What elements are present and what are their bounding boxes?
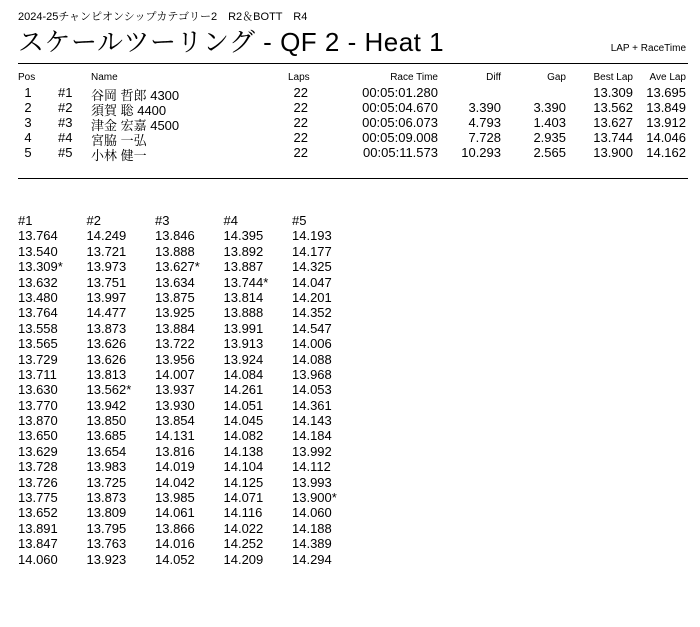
lap-time: 13.626 [86, 351, 127, 367]
result-pos: 3 [24, 115, 32, 130]
lap-time: 14.052 [155, 551, 195, 567]
lap-time: 13.650 [18, 428, 58, 444]
lap-column-header: #4 [223, 213, 238, 228]
lap-time: 13.892 [223, 243, 264, 259]
result-ave-lap: 13.912 [646, 115, 686, 130]
results-header-row [18, 72, 688, 85]
lap-time: 14.177 [292, 243, 332, 259]
result-ave-lap: 14.162 [646, 145, 686, 160]
result-race-time: 00:05:06.073 [362, 115, 438, 130]
lap-time: 14.045 [223, 413, 264, 429]
result-name: 津金 宏嘉 4500 [91, 118, 180, 133]
lap-time: 14.019 [155, 459, 195, 475]
result-ave-lap: 14.046 [646, 130, 686, 145]
lap-time: 13.809 [86, 505, 127, 521]
result-row [18, 100, 688, 118]
result-best-lap: 13.309 [593, 85, 633, 100]
lap-time: 13.997 [86, 289, 127, 305]
lap-time: 14.060 [292, 505, 332, 521]
lap-time: 13.925 [155, 305, 195, 321]
lap-time: 14.389 [292, 536, 332, 552]
lap-time: 13.991 [223, 320, 264, 336]
lap-time: 13.888 [223, 305, 264, 321]
result-race-time: 00:05:11.573 [363, 145, 438, 160]
result-laps: 22 [293, 85, 308, 100]
lap-time: 13.888 [155, 243, 195, 259]
result-laps: 22 [293, 115, 308, 130]
lap-time: 13.685 [86, 428, 127, 444]
lap-column-header: #2 [86, 213, 101, 228]
lap-column [18, 213, 88, 567]
lap-time: 13.711 [18, 366, 57, 382]
lap-time: 14.249 [86, 228, 127, 244]
result-row [18, 130, 688, 148]
header-divider [18, 63, 688, 64]
lap-time: 13.751 [86, 274, 127, 290]
lap-time: 13.540 [18, 243, 58, 259]
lap-time: 13.565 [18, 336, 58, 352]
results-divider [18, 178, 688, 179]
result-name: 小林 健一 [91, 148, 147, 163]
lap-time: 13.993 [292, 474, 332, 490]
lap-time: 13.846 [155, 228, 195, 244]
lap-time: 14.477 [86, 305, 127, 321]
lap-time: 14.188 [292, 520, 332, 536]
result-diff: 7.728 [468, 130, 501, 145]
result-best-lap: 13.744 [593, 130, 633, 145]
result-gap: 2.935 [533, 130, 566, 145]
lap-time: 13.632 [18, 274, 58, 290]
lap-time: 13.770 [18, 397, 58, 413]
lap-time: 14.060 [18, 551, 58, 567]
lap-time: 13.870 [18, 413, 58, 429]
result-no: #5 [58, 145, 73, 160]
result-laps: 22 [293, 145, 308, 160]
lap-time: 13.764 [18, 228, 58, 244]
result-best-lap: 13.900 [593, 145, 633, 160]
lap-time: 13.629 [18, 443, 58, 459]
result-row [18, 145, 688, 163]
lap-time: 13.866 [155, 520, 195, 536]
lap-column-header: #5 [292, 213, 307, 228]
lap-time: 14.042 [155, 474, 195, 490]
lap-time: 13.854 [155, 413, 195, 429]
result-no: #2 [58, 100, 73, 115]
lap-time: 14.104 [223, 459, 264, 475]
lap-column [87, 213, 157, 567]
lap-time: 13.309* [18, 259, 63, 275]
result-laps: 22 [293, 100, 308, 115]
result-no: #4 [58, 130, 73, 145]
lap-time: 14.395 [223, 228, 264, 244]
lap-time: 13.875 [155, 289, 195, 305]
result-name: 谷岡 哲郎 4300 [91, 88, 180, 103]
lap-time: 14.201 [292, 289, 332, 305]
lap-time: 14.084 [223, 366, 264, 382]
lap-time: 13.900* [292, 490, 337, 506]
lap-column [155, 213, 225, 567]
lap-time: 13.956 [155, 351, 195, 367]
lap-time: 13.850 [86, 413, 127, 429]
lap-time: 14.082 [223, 428, 264, 444]
lap-time: 13.816 [155, 443, 195, 459]
lap-time: 14.022 [223, 520, 264, 536]
lap-time: 13.884 [155, 320, 195, 336]
result-gap: 1.403 [533, 115, 566, 130]
lap-time: 13.725 [86, 474, 127, 490]
result-race-time: 00:05:04.670 [362, 100, 438, 115]
lap-time: 13.763 [86, 536, 127, 552]
lap-time: 13.891 [18, 520, 58, 536]
lap-time: 14.016 [155, 536, 195, 552]
lap-time: 13.654 [86, 443, 127, 459]
lap-time: 14.138 [223, 443, 264, 459]
lap-column [292, 213, 362, 567]
lap-time: 13.726 [18, 474, 58, 490]
lap-time: 14.071 [223, 490, 264, 506]
lap-time: 13.983 [86, 459, 127, 475]
lap-time: 13.652 [18, 505, 58, 521]
lap-column-header: #1 [18, 213, 33, 228]
lap-time: 13.973 [86, 259, 127, 275]
result-race-time: 00:05:09.008 [362, 130, 438, 145]
col-laps-header: Laps [288, 72, 310, 83]
lap-time: 13.942 [86, 397, 127, 413]
lap-time: 14.006 [292, 336, 332, 352]
result-row [18, 115, 688, 133]
lap-time: 13.764 [18, 305, 58, 321]
lap-time: 14.051 [223, 397, 264, 413]
lap-time: 13.887 [223, 259, 264, 275]
lap-time: 13.630 [18, 382, 58, 398]
lap-time: 14.193 [292, 228, 332, 244]
lap-time: 13.923 [86, 551, 127, 567]
result-name: 須賀 聡 4400 [91, 103, 167, 118]
lap-time: 13.985 [155, 490, 195, 506]
result-no: #3 [58, 115, 73, 130]
result-row [18, 85, 688, 103]
lap-time: 14.053 [292, 382, 332, 398]
lap-time: 13.913 [223, 336, 264, 352]
result-gap: 3.390 [533, 100, 566, 115]
lap-time: 13.775 [18, 490, 58, 506]
results-table [18, 72, 688, 163]
col-name-header: Name [91, 72, 118, 83]
lap-time: 13.729 [18, 351, 58, 367]
lap-time: 14.252 [223, 536, 264, 552]
lap-time: 14.112 [292, 459, 331, 475]
result-pos: 2 [24, 100, 32, 115]
lap-time: 13.562* [86, 382, 132, 398]
result-diff: 3.390 [468, 100, 501, 115]
lap-time: 13.626 [86, 336, 127, 352]
result-pos: 1 [24, 85, 32, 100]
col-diff-header: Diff [486, 72, 501, 83]
result-best-lap: 13.562 [593, 100, 633, 115]
lap-time: 14.047 [292, 274, 332, 290]
lap-time: 13.924 [223, 351, 264, 367]
lap-time: 14.143 [292, 413, 332, 429]
lap-time: 14.061 [155, 505, 195, 521]
event-subtitle: 2024-25チャンピオンシップカテゴリー2 R2＆BOTT R4 [18, 11, 308, 23]
lap-time: 14.209 [223, 551, 264, 567]
result-diff: 4.793 [468, 115, 501, 130]
lap-time: 14.547 [292, 320, 332, 336]
lap-time: 13.558 [18, 320, 58, 336]
result-pos: 5 [24, 145, 32, 160]
lap-time: 14.007 [155, 366, 195, 382]
report-type-label: LAP + RaceTime [610, 43, 686, 54]
lap-time: 13.627* [155, 259, 200, 275]
lap-time: 13.847 [18, 536, 58, 552]
lap-time: 13.728 [18, 459, 58, 475]
lap-time: 13.721 [86, 243, 127, 259]
lap-time: 14.131 [155, 428, 195, 444]
col-pos-header: Pos [18, 72, 36, 83]
lap-time: 13.634 [155, 274, 195, 290]
lap-time: 13.992 [292, 443, 332, 459]
lap-column-header: #3 [155, 213, 170, 228]
lap-time: 13.937 [155, 382, 195, 398]
lap-time: 13.480 [18, 289, 58, 305]
result-name: 宮脇 一弘 [91, 133, 147, 148]
race-title: スケールツーリング - QF 2 - Heat 1 [18, 27, 445, 57]
result-best-lap: 13.627 [593, 115, 633, 130]
result-ave-lap: 13.849 [646, 100, 686, 115]
lap-time: 14.325 [292, 259, 332, 275]
lap-time: 13.744* [223, 274, 269, 290]
result-ave-lap: 13.695 [646, 85, 686, 100]
lap-time: 13.813 [86, 366, 127, 382]
lap-time: 14.294 [292, 551, 332, 567]
lap-time: 14.125 [223, 474, 264, 490]
lap-time: 14.361 [292, 397, 332, 413]
lap-time: 13.722 [155, 336, 195, 352]
lap-time: 13.873 [86, 490, 127, 506]
lap-column [224, 213, 294, 567]
result-diff: 10.293 [461, 145, 501, 160]
result-laps: 22 [293, 130, 308, 145]
lap-time: 14.184 [292, 428, 332, 444]
col-best-lap-header: Best Lap [593, 72, 633, 83]
lap-time: 14.116 [223, 505, 263, 521]
lap-time: 13.930 [155, 397, 195, 413]
lap-time: 14.352 [292, 305, 332, 321]
result-gap: 2.565 [533, 145, 566, 160]
result-no: #1 [58, 85, 73, 100]
col-race-time-header: Race Time [390, 72, 438, 83]
lap-time: 13.814 [223, 289, 264, 305]
lap-time: 14.088 [292, 351, 332, 367]
result-race-time: 00:05:01.280 [362, 85, 438, 100]
result-pos: 4 [24, 130, 32, 145]
lap-time: 13.968 [292, 366, 332, 382]
lap-time: 13.873 [86, 320, 127, 336]
lap-time: 13.795 [86, 520, 127, 536]
col-ave-lap-header: Ave Lap [649, 72, 686, 83]
lap-time: 14.261 [223, 382, 264, 398]
col-gap-header: Gap [547, 72, 566, 83]
